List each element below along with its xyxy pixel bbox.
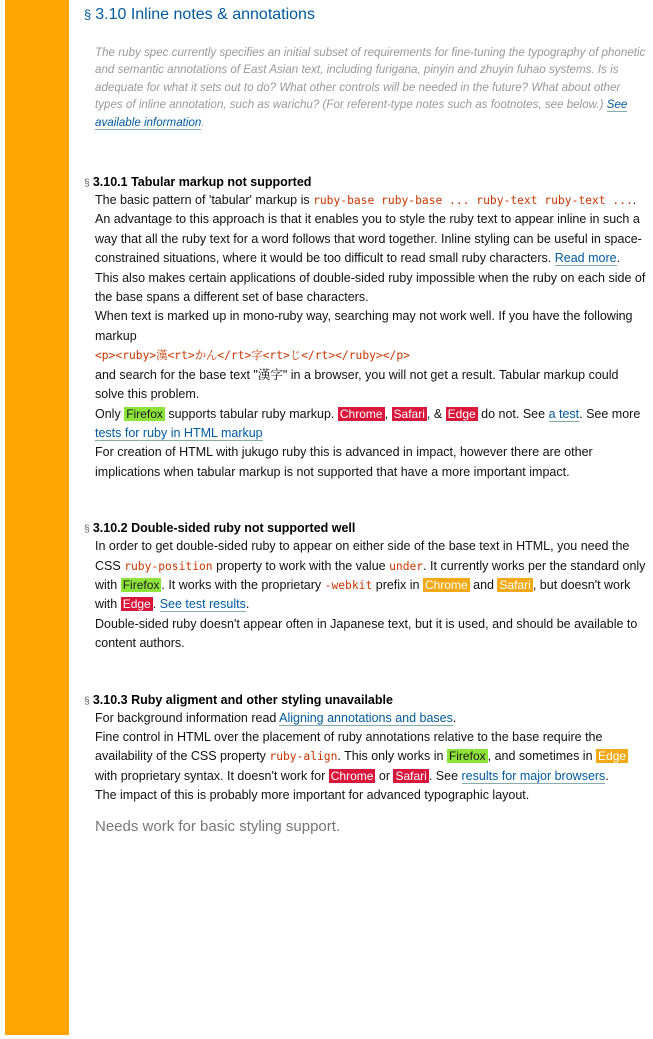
- safari-badge: Safari: [395, 768, 427, 783]
- section-title-text: 3.10 Inline notes & annotations: [95, 6, 315, 23]
- edge-badge: Edge: [122, 597, 151, 612]
- subsection-title-text: 3.10.3 Ruby aligment and other styling unavailable: [92, 692, 393, 707]
- firefox-badge: Firefox: [122, 577, 160, 592]
- status-sidebar-bar: [5, 0, 69, 1035]
- paragraph: The impact of this is probably more important for advanced typographic layout.: [95, 788, 530, 803]
- text: ,: [384, 406, 392, 421]
- subsection-title-tabular: [84, 174, 650, 191]
- chrome-badge: Chrome: [339, 406, 383, 421]
- subsection-title-double-sided: [84, 520, 650, 537]
- subsection-title-alignment: [84, 692, 650, 709]
- text: with proprietary syntax. It doesn't work for: [95, 768, 329, 783]
- a-test-link[interactable]: a test: [548, 406, 580, 421]
- edge-badge: Edge: [598, 749, 627, 764]
- text: .: [152, 597, 160, 612]
- text: . An advantage to this approach is that it enables you to style the ruby text to appear inline in such a way that all the ruby text for a word follows that word together. Inline styling can be useful in space-constrained situations, where it would be too difficult to read small ruby characters.: [95, 193, 642, 266]
- text: .: [452, 710, 457, 725]
- paragraph: [95, 191, 650, 269]
- paragraph: and search for the base text "漢字" in a browser, you will not get a result. Tabular markup could solve this problem.: [95, 367, 619, 402]
- inline-code: -webkit: [324, 578, 373, 592]
- inline-code: under: [389, 559, 424, 573]
- section-intro: [95, 44, 650, 131]
- text: , &: [426, 406, 446, 421]
- text: .: [616, 251, 621, 266]
- section-title: [84, 5, 650, 25]
- status-note: Needs work for basic styling support.: [95, 817, 341, 835]
- text: . It currently works per the standard only with: [95, 558, 646, 592]
- tests-ruby-html-link[interactable]: tests for ruby in HTML markup: [95, 425, 263, 440]
- text: The basic pattern of 'tabular' markup is: [95, 193, 314, 208]
- firefox-badge: Firefox: [126, 406, 163, 421]
- paragraph: [95, 537, 650, 615]
- text: . This only works in: [337, 749, 447, 764]
- chrome-badge: Chrome: [424, 577, 468, 592]
- inline-code: ruby-base ruby-base ... ruby-text ruby-text ...: [313, 194, 633, 208]
- text: For background information read: [95, 710, 280, 725]
- edge-badge: Edge: [447, 406, 476, 421]
- text: and: [469, 577, 498, 592]
- chrome-badge: Chrome: [330, 768, 374, 783]
- paragraph: This also makes certain applications of double-sided ruby impossible when the ruby on each side of the base spans a different set of base characters.: [95, 270, 646, 305]
- inline-code: ruby-align: [269, 750, 338, 764]
- markup-code: <p><ruby>漢<rt>かん</rt>字<rt>じ</rt></ruby></p>: [95, 349, 410, 363]
- text: do not. See: [477, 406, 549, 421]
- aligning-annotations-link[interactable]: Aligning annotations and bases: [279, 710, 453, 725]
- text: property to work with the value: [212, 558, 390, 573]
- safari-badge: Safari: [393, 406, 425, 421]
- text: or: [375, 768, 394, 783]
- text: . It works with the proprietary: [161, 577, 325, 592]
- intro-text: The ruby spec currently specifies an initial subset of requirements for fine-tuning the typography of phonetic and semantic annotations of East Asian text, including furigana, pinyin and zhuyin fuhao systems. Is is adequate for what it sets out to do? What other controls will be needed in the future? What about other types of inline annotation, such as warichu? (For referent-type notes such as footnotes, see below.): [95, 46, 646, 112]
- subsection-title-text: 3.10.1 Tabular markup not supported: [92, 175, 312, 190]
- results-major-browsers-link[interactable]: results for major browsers: [461, 768, 606, 783]
- text: , and sometimes in: [487, 749, 597, 764]
- main-content: [84, 0, 650, 837]
- text: , but doesn't work with: [95, 577, 631, 612]
- text: . See more: [579, 406, 641, 421]
- paragraph: [95, 405, 650, 444]
- safari-badge: Safari: [499, 577, 531, 592]
- available-information-link[interactable]: See available information: [95, 98, 628, 129]
- paragraph: When text is marked up in mono-ruby way, searching may not work well. If you have the following markup: [95, 309, 633, 343]
- inline-code: ruby-position: [124, 559, 213, 573]
- text: .: [605, 768, 609, 783]
- paragraph: [95, 709, 650, 728]
- section-anchor[interactable]: §: [84, 7, 92, 22]
- subsection-title-text: 3.10.2 Double-sided ruby not supported well: [92, 521, 356, 536]
- firefox-badge: Firefox: [448, 749, 486, 764]
- text: . See: [428, 768, 462, 783]
- text: .: [245, 597, 250, 612]
- paragraph: Double-sided ruby doesn't appear often in Japanese text, but it is used, and should be available to content authors.: [95, 616, 638, 651]
- read-more-link[interactable]: Read more: [554, 251, 617, 266]
- subsection-anchor[interactable]: §: [84, 694, 90, 707]
- paragraph: [95, 728, 650, 786]
- paragraph: For creation of HTML with jukugo ruby this is advanced in impact, however there are other implications when tabular markup is not supported that have a more important impact.: [95, 445, 593, 479]
- code-example: [95, 346, 650, 365]
- subsection-anchor[interactable]: §: [84, 177, 90, 190]
- text: Fine control in HTML over the placement of ruby annotations relative to the base require the availability of the CSS property: [95, 729, 603, 764]
- text: prefix in: [372, 577, 423, 592]
- intro-end: .: [201, 115, 205, 129]
- text: In order to get double-sided ruby to appear on either side of the base text in HTML, you need the CSS: [95, 539, 630, 573]
- text: Only: [95, 406, 125, 421]
- subsection-anchor[interactable]: §: [84, 523, 90, 536]
- see-test-results-link[interactable]: See test results: [159, 597, 246, 612]
- text: supports tabular ruby markup.: [164, 406, 338, 421]
